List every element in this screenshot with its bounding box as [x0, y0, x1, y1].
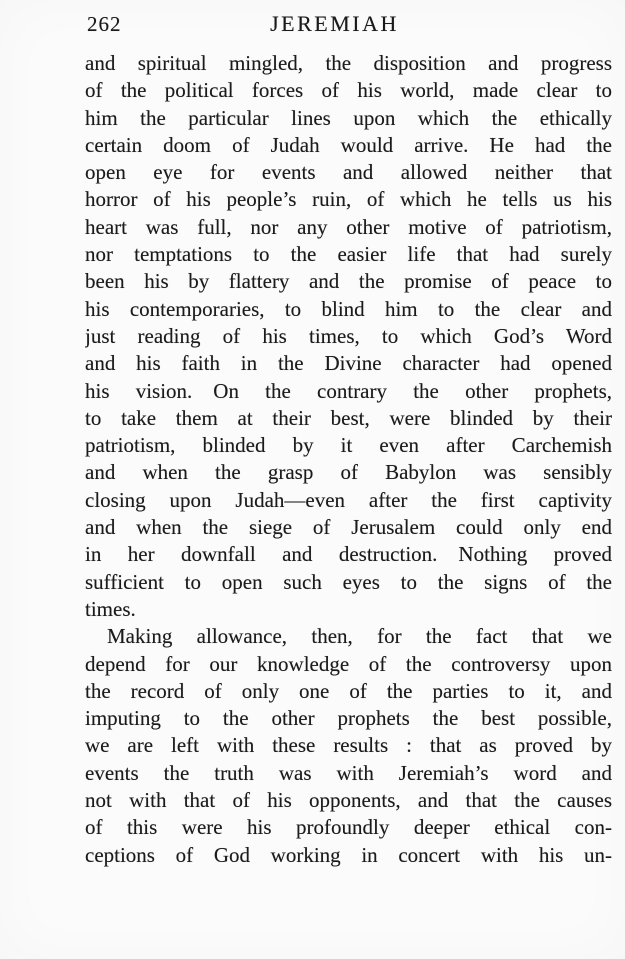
- text-line: imputing to the other prophets the best possible,: [85, 706, 612, 731]
- text-line: just reading of his times, to which God’s Word: [85, 323, 612, 348]
- text-line: horror of his people’s ruin, of which he tells us his: [85, 187, 612, 212]
- page-number: 262: [87, 12, 122, 36]
- text-line: open eye for events and allowed neither that: [85, 160, 612, 185]
- text-line: Making allowance, then, for the fact that we: [107, 624, 612, 649]
- text-line: heart was full, nor any other motive of patriotism,: [85, 214, 612, 239]
- text-line: the record of only one of the parties to it, and: [85, 678, 612, 703]
- text-line: of the political forces of his world, made clear to: [85, 78, 612, 103]
- text-line: sufficient to open such eyes to the signs of the: [85, 569, 612, 594]
- text-line: closing upon Judah—even after the first captivity: [85, 487, 612, 512]
- text-line: his contemporaries, to blind him to the clear and: [85, 296, 612, 321]
- text-line: depend for our knowledge of the controversy upon: [85, 651, 612, 676]
- text-line: in her downfall and destruction. Nothing proved: [85, 542, 612, 567]
- text-line: ceptions of God working in concert with his un-: [85, 842, 612, 867]
- text-line: and his faith in the Divine character had opened: [85, 351, 612, 376]
- text-line: to take them at their best, were blinded by their: [85, 405, 612, 430]
- page-header: [85, 11, 612, 37]
- text-line: nor temptations to the easier life that had surely: [85, 242, 612, 267]
- text-line: of this were his profoundly deeper ethical con-: [85, 815, 612, 840]
- text-line: we are left with these results : that as proved by: [85, 733, 612, 758]
- text-line: events the truth was with Jeremiah’s word and: [85, 760, 612, 785]
- running-title: JEREMIAH: [270, 11, 399, 36]
- page-body: [85, 50, 612, 869]
- text-line: not with that of his opponents, and that the causes: [85, 788, 612, 813]
- text-line: certain doom of Judah would arrive. He had the: [85, 132, 612, 157]
- text-line: and spiritual mingled, the disposition and progress: [85, 51, 612, 75]
- text-line: patriotism, blinded by it even after Carchemish: [85, 433, 612, 458]
- text-line: his vision. On the contrary the other prophets,: [85, 378, 612, 403]
- text-line: been his by flattery and the promise of peace to: [85, 269, 612, 294]
- text-line: times.: [85, 596, 136, 621]
- text-line: and when the grasp of Babylon was sensibly: [85, 460, 612, 485]
- text-line: and when the siege of Jerusalem could only end: [85, 515, 612, 540]
- text-line: him the particular lines upon which the ethically: [85, 105, 612, 130]
